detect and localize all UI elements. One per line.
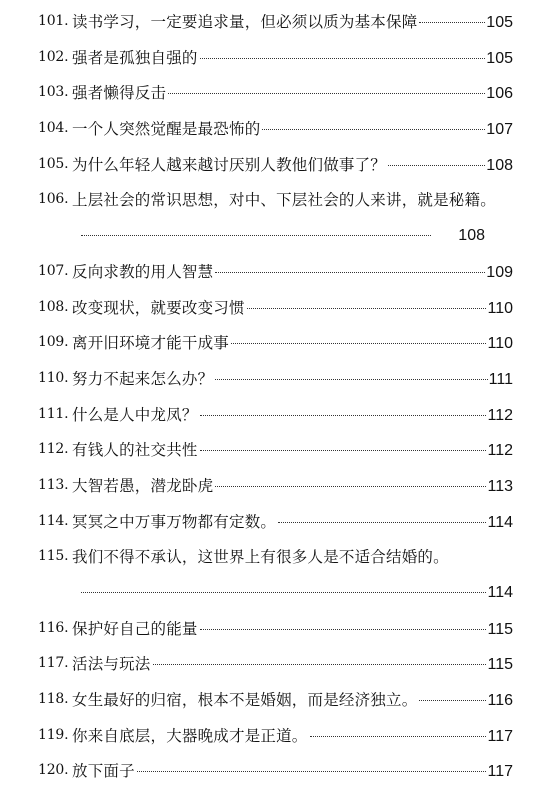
toc-entry-106[interactable] [0, 181, 545, 217]
entry-line [72, 11, 513, 33]
entry-page: 117 [487, 727, 513, 745]
entry-number: 115. [38, 548, 69, 565]
entry-line [72, 511, 513, 533]
toc-entry-103[interactable] [0, 74, 545, 110]
entry-page: 112 [487, 406, 513, 424]
toc-entry-107[interactable] [0, 253, 545, 289]
toc-entry-109[interactable] [0, 324, 545, 360]
dot-leader [215, 379, 487, 380]
entry-line [79, 582, 513, 604]
toc-entry-116[interactable] [0, 610, 545, 646]
entry-title: 读书学习，一定要追求量，但必须以质为基本保障 [72, 13, 418, 31]
entry-page: 113 [487, 477, 513, 495]
entry-number: 103. [38, 84, 69, 101]
entry-page: 115 [487, 656, 513, 674]
entry-line [72, 760, 513, 782]
entry-line [72, 82, 513, 104]
entry-number: 107. [38, 262, 69, 279]
entry-line [72, 725, 513, 747]
entry-title: 强者懒得反击 [72, 84, 167, 103]
dot-leader [262, 129, 485, 130]
entry-title: 上层社会的常识思想，对中、下层社会的人来讲，就是秘籍。 [72, 191, 496, 210]
entry-title: 反向求教的用人智慧 [72, 262, 214, 281]
entry-number: 120. [38, 762, 69, 779]
entry-page: 110 [487, 335, 513, 353]
entry-page: 108 [486, 156, 513, 174]
dot-leader [200, 415, 487, 416]
dot-leader [388, 165, 485, 166]
dot-leader [200, 450, 487, 451]
dot-leader [81, 592, 486, 593]
entry-line [72, 261, 513, 283]
entry-line [72, 404, 513, 426]
entry-line [72, 154, 513, 176]
toc-entry-102[interactable] [0, 39, 545, 75]
entry-number: 102. [38, 48, 69, 65]
entry-line [72, 297, 513, 319]
entry-page: 106 [486, 85, 513, 103]
entry-line [72, 618, 513, 640]
entry-title: 为什么年轻人越来越讨厌别人教他们做事了？ [72, 155, 387, 174]
entry-page: 117 [487, 763, 513, 781]
entry-page: 114 [487, 513, 513, 531]
toc-entry-112[interactable] [0, 431, 545, 467]
entry-number: 114. [38, 512, 69, 529]
entry-page: 112 [487, 442, 513, 460]
entry-line [72, 118, 513, 140]
entry-line [72, 189, 513, 211]
toc-entry-114[interactable] [0, 503, 545, 539]
dot-leader [137, 771, 487, 772]
dot-leader [419, 700, 486, 701]
entry-number: 106. [38, 191, 69, 208]
entry-title: 我们不得不承认，这世界上有很多人是不适合结婚的。 [72, 548, 449, 567]
entry-title: 女生最好的归宿，根本不是婚姻，而是经济独立。 [72, 691, 418, 710]
entry-line [72, 546, 513, 568]
dot-leader [278, 522, 486, 523]
entry-page: 115 [487, 620, 513, 638]
dot-leader [310, 736, 487, 737]
toc-entry-101[interactable] [0, 3, 545, 39]
entry-title: 你来自底层，大器晚成才是正道。 [72, 726, 308, 745]
dot-leader [153, 664, 487, 665]
toc-entry-106-continuation[interactable] [0, 217, 545, 253]
entry-line [72, 47, 513, 69]
entry-number: 116. [38, 619, 69, 636]
entry-number: 101. [38, 13, 69, 29]
entry-number: 112. [38, 441, 69, 458]
toc-entry-113[interactable] [0, 467, 545, 503]
entry-number: 105. [38, 155, 69, 172]
entry-line [72, 689, 513, 711]
entry-number: 109. [38, 334, 69, 351]
dot-leader [231, 343, 486, 344]
entry-number: 108. [38, 298, 69, 315]
dot-leader [200, 629, 487, 630]
entry-number: 119. [38, 726, 69, 743]
entry-page: 105 [486, 49, 513, 67]
toc-entry-115[interactable] [0, 538, 545, 574]
entry-page: 116 [487, 692, 513, 710]
toc-entry-111[interactable] [0, 396, 545, 432]
toc-entry-119[interactable] [0, 717, 545, 753]
entry-number: 110. [38, 369, 69, 386]
entry-line [72, 332, 513, 354]
entry-number: 117. [38, 655, 69, 672]
entry-line [72, 475, 513, 497]
entry-page: 109 [486, 263, 513, 281]
entry-line [72, 368, 513, 390]
entry-title: 一个人突然觉醒是最恐怖的 [72, 120, 261, 139]
toc-entry-118[interactable] [0, 681, 545, 717]
dot-leader [215, 486, 486, 487]
toc-entry-110[interactable] [0, 360, 545, 396]
dot-leader [215, 272, 485, 273]
entry-page: 110 [487, 299, 513, 317]
dot-leader [81, 235, 431, 236]
dot-leader [419, 22, 485, 23]
entry-number: 113. [38, 476, 69, 493]
table-of-contents [0, 3, 545, 788]
dot-leader [247, 308, 487, 309]
toc-entry-108[interactable] [0, 289, 545, 325]
entry-page: 105 [486, 14, 513, 31]
entry-title: 有钱人的社交共性 [72, 441, 198, 460]
dot-leader [168, 93, 485, 94]
toc-entry-115-continuation[interactable] [0, 574, 545, 610]
entry-line [72, 439, 513, 461]
entry-page: 114 [487, 584, 513, 601]
entry-title: 改变现状，就要改变习惯 [72, 298, 245, 317]
entry-number: 118. [38, 691, 69, 708]
entry-title: 冥冥之中万事万物都有定数。 [72, 512, 277, 531]
toc-entry-120[interactable] [0, 752, 545, 788]
entry-title: 离开旧环境才能干成事 [72, 334, 230, 353]
entry-title: 努力不起来怎么办？ [72, 369, 214, 388]
toc-entry-105[interactable] [0, 146, 545, 182]
entry-title: 大智若愚，潜龙卧虎 [72, 476, 214, 495]
entry-line [79, 225, 485, 247]
entry-title: 什么是人中龙凤？ [72, 405, 198, 424]
entry-page: 107 [486, 121, 513, 139]
entry-page: 111 [488, 370, 513, 388]
dot-leader [200, 58, 486, 59]
entry-title: 放下面子 [72, 762, 135, 781]
entry-title: 保护好自己的能量 [72, 619, 198, 638]
toc-entry-117[interactable] [0, 645, 545, 681]
entry-page: 108 [458, 227, 485, 245]
entry-number: 111. [38, 405, 69, 422]
toc-entry-104[interactable] [0, 110, 545, 146]
entry-title: 活法与玩法 [72, 655, 151, 674]
entry-number: 104. [38, 120, 69, 137]
entry-line [72, 653, 513, 675]
entry-title: 强者是孤独自强的 [72, 48, 198, 67]
